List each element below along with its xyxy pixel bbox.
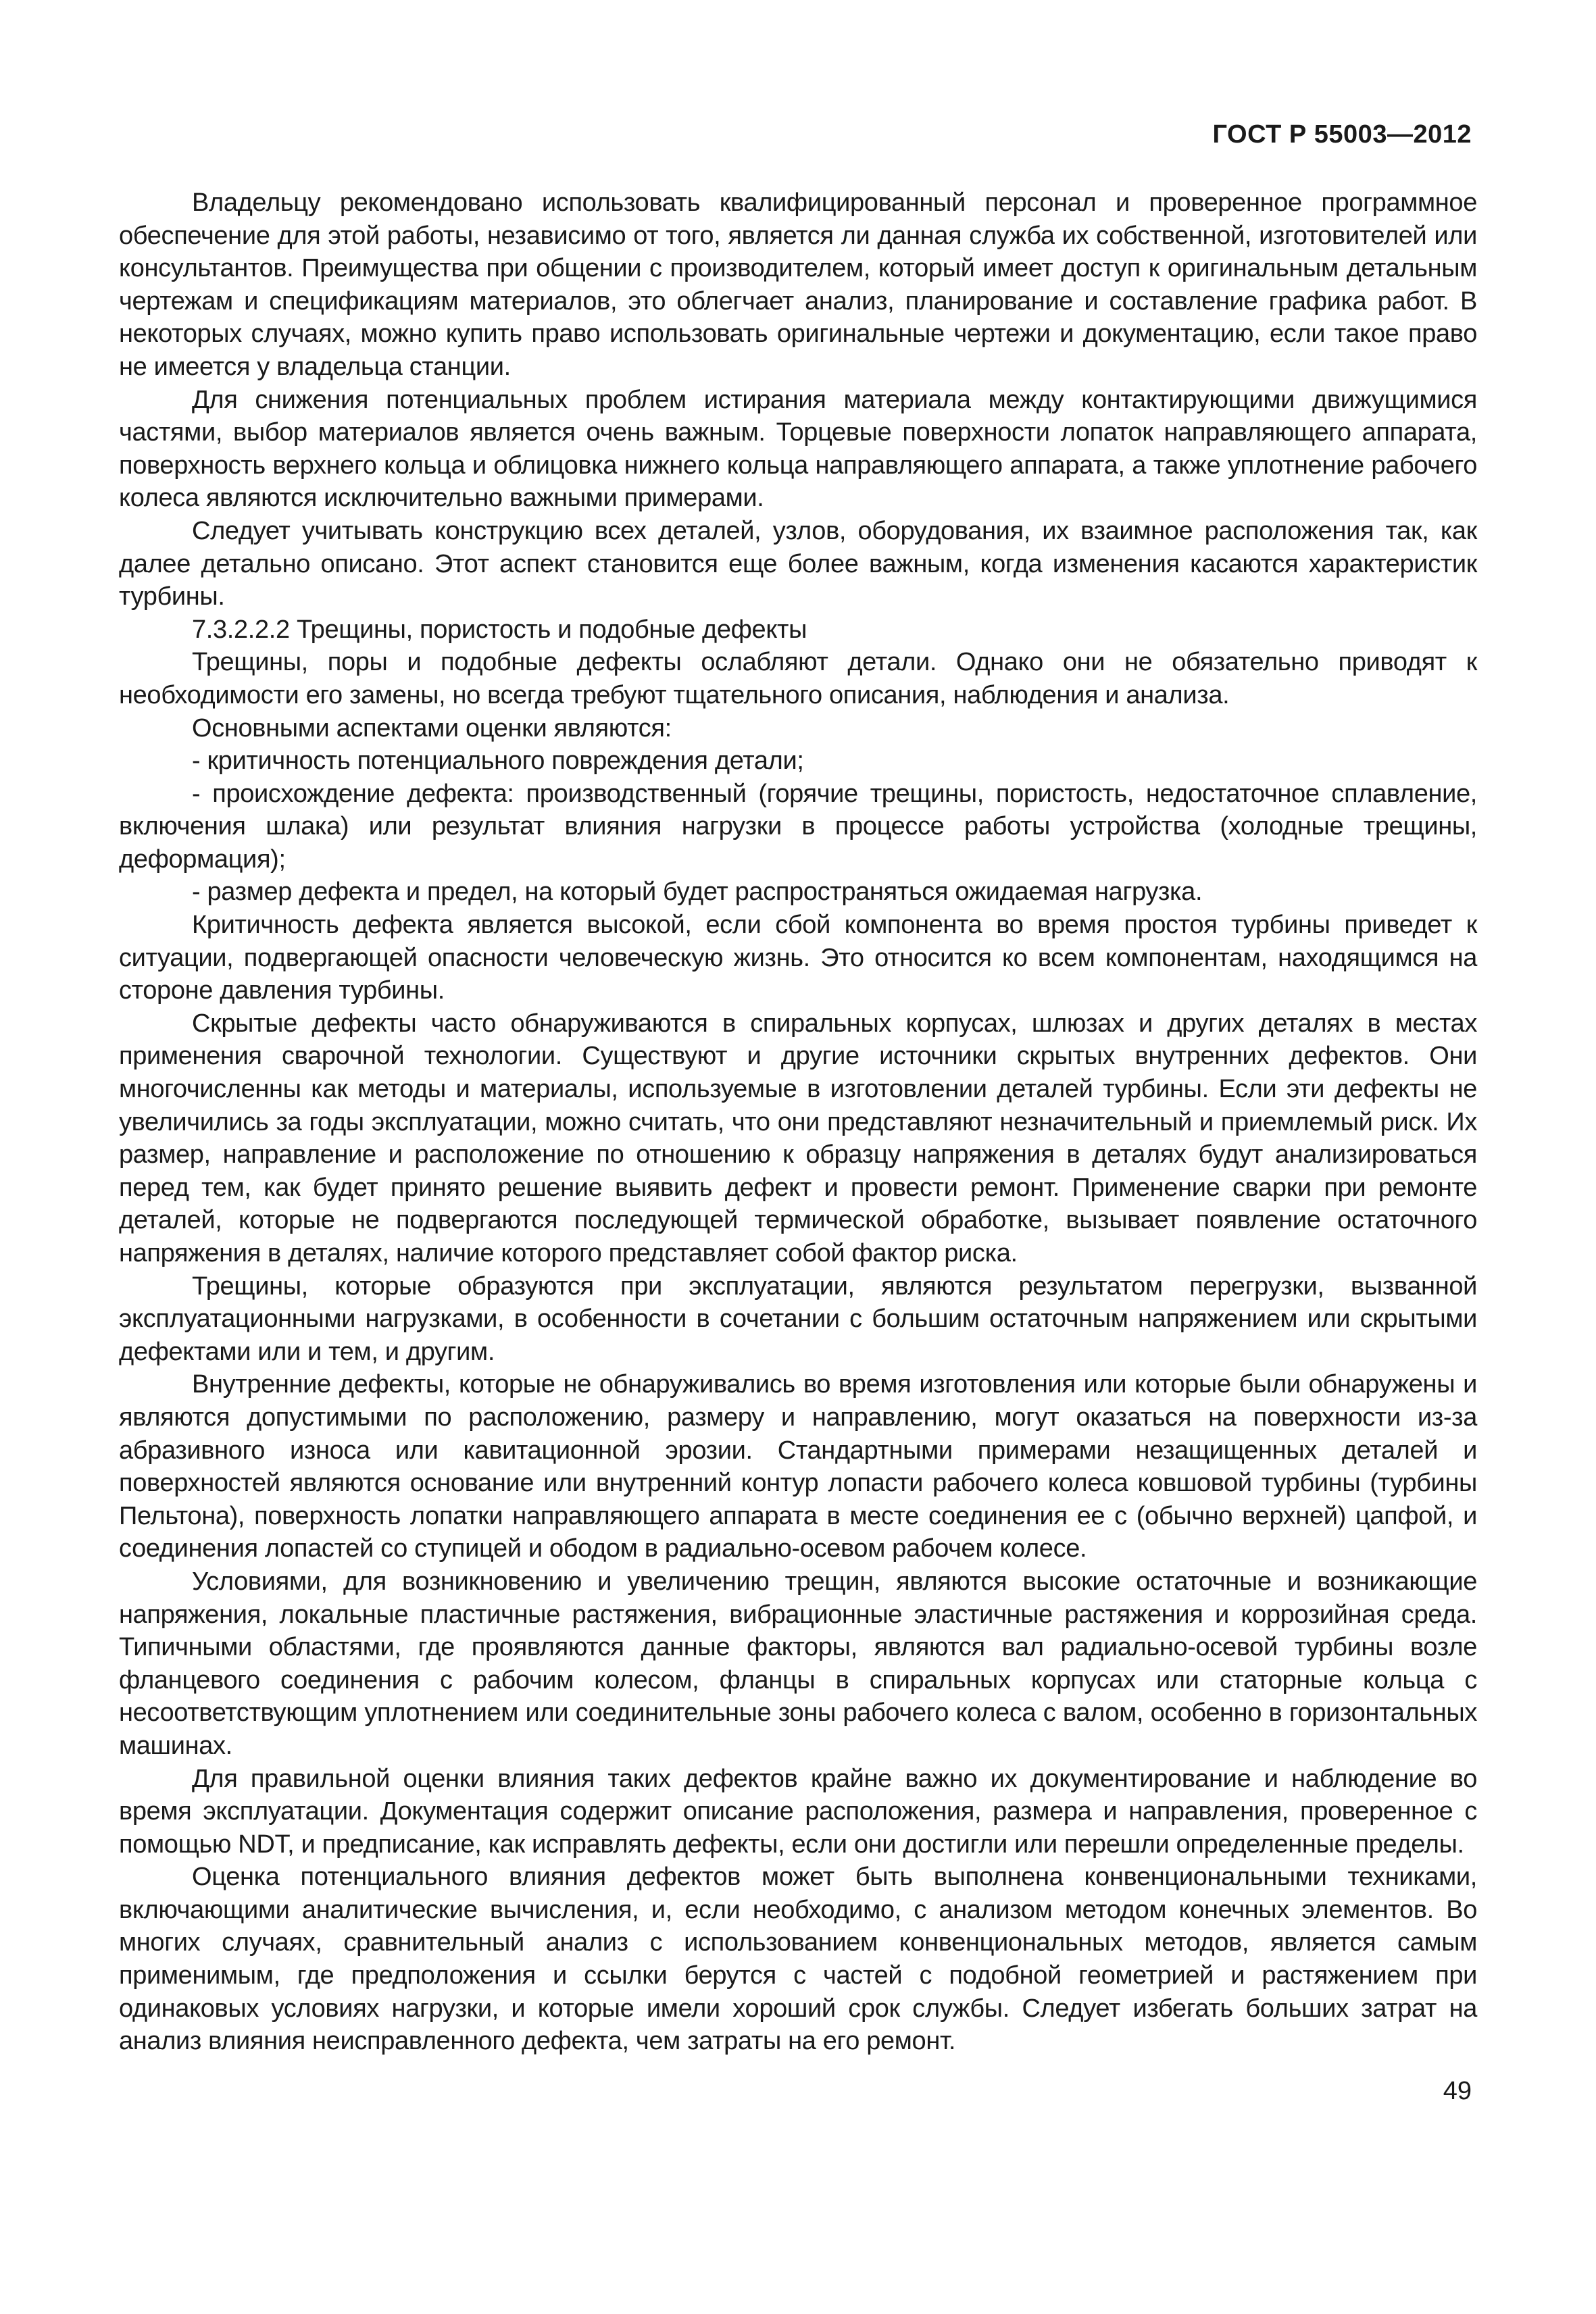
document-body [119,186,1477,2058]
paragraph: Следует учитывать конструкцию всех деталей, узлов, оборудования, их взаимное расположения так, как далее детально описано. Этот аспект становится еще более важным, когда изменения касаются характеристик турбины. [119,516,1477,611]
list-item: - критичность потенциального повреждения детали; [192,747,804,776]
paragraph: Трещины, которые образуются при эксплуатации, являются результатом перегрузки, вызванной эксплуатационными нагрузками, в особенности в сочетании с большим остаточным напряжением или скрытыми дефектами или и тем, и другим. [119,1272,1477,1366]
paragraph: Внутренние дефекты, которые не обнаруживались во время изготовления или которые были обнаружены и являются допустимыми по расположению, размеру и направлению, могут оказаться на поверхности из-за абразивного износа или кавитационной эрозии. Стандартными примерами незащищенных деталей и поверхностей являются основание или внутренний контур лопасти рабочего колеса ковшовой турбины (турбины Пельтона), поверхность лопатки направляющего аппарата в месте соединения ее с (обычно верхней) цапфой, и соединения лопастей со ступицей и ободом в радиально-осевом рабочем колесе. [119,1370,1477,1563]
paragraph: Оценка потенциального влияния дефектов может быть выполнена конвенциональными техниками, включающими аналитические вычисления, и, если необходимо, с анализом методом конечных элементов. Во многих случаях, сравнительный анализ с использованием конвенциональных методов, является самым применимым, где предположения и ссылки берутся с частей с подобной геометрией и растяжением при одинаковых условиях нагрузки, и которые имели хороший срок службы. Следует избегать больших затрат на анализ влияния неисправленного дефекта, чем затраты на его ремонт. [119,1863,1477,2056]
paragraph: Трещины, поры и подобные дефекты ослабляют детали. Однако они не обязательно приводят к необходимости его замены, но всегда требуют тщательного описания, наблюдения и анализа. [119,648,1477,709]
paragraph: Для правильной оценки влияния таких дефектов крайне важно их документирование и наблюдение во время эксплуатации. Документация содержит описание расположения, размера и направления, проверенное с помощью NDT, и предписание, как исправлять дефекты, если они достигли или перешли определенные пределы. [119,1764,1477,1859]
paragraph: Скрытые дефекты часто обнаруживаются в спиральных корпусах, шлюзах и других деталях в местах применения сварочной технологии. Существуют и другие источники скрытых внутренних дефектов. Они многочисленны как методы и материалы, используемые в изготовлении деталей турбины. Если эти дефекты не увеличились за годы эксплуатации, можно считать, что они представляют незначительный и приемлемый риск. Их размер, направление и расположение по отношению к образцу напряжения в деталях будут анализироваться перед тем, как будет принято решение выявить дефект и провести ремонт. Применение сварки при ремонте деталей, которые не подвергаются последующей термической обработке, вызывает появление остаточного напряжения в деталях, наличие которого представляет собой фактор риска. [119,1009,1477,1267]
paragraph: Для снижения потенциальных проблем истирания материала между контактирующими движущимися частями, выбор материалов является очень важным. Торцевые поверхности лопаток направляющего аппарата, поверхность верхнего кольца и облицовка нижнего кольца направляющего аппарата, а также уплотнение рабочего колеса являются исключительно важными примерами. [119,385,1477,513]
list-item: - происхождение дефекта: производственный (горячие трещины, пористость, недостаточное сплавление, включения шлака) или результат влияния нагрузки в процессе работы устройства (холодные трещины, деформация); [119,779,1477,874]
list-item: - размер дефекта и предел, на который будет распространяться ожидаемая нагрузка. [192,878,1203,907]
section-heading: 7.3.2.2.2 Трещины, пористость и подобные дефекты [192,615,807,644]
paragraph: Критичность дефекта является высокой, если сбой компонента во время простоя турбины приведет к ситуации, подвергающей опасности человеческую жизнь. Это относится ко всем компонентам, находящимся на стороне давления турбины. [119,911,1477,1005]
paragraph: Условиями, для возникновению и увеличению трещин, являются высокие остаточные и возникающие напряжения, локальные пластичные растяжения, вибрационные эластичные растяжения и коррозийная среда. Типичными областями, где проявляются данные факторы, являются вал радиально-осевой турбины возле фланцевого соединения с рабочим колесом, фланцы в спиральных корпусах или статорные кольца с несоответствующим уплотнением или соединительные зоны рабочего колеса с валом, особенно в горизонтальных машинах. [119,1567,1477,1760]
paragraph: Владельцу рекомендовано использовать квалифицированный персонал и проверенное программное обеспечение для этой работы, независимо от того, является ли данная служба их собственной, изготовителей или консультантов. Преимущества при общении с производителем, который имеет доступ к оригинальным детальным чертежам и спецификациям материалов, это облегчает анализ, планирование и составление графика работ. В некоторых случаях, можно купить право использовать оригинальные чертежи и документацию, если такое право не имеется у владельца станции. [119,188,1477,381]
page-number: 49 [1443,2077,1472,2105]
document-header: ГОСТ Р 55003—2012 [1212,120,1472,149]
paragraph: Основными аспектами оценки являются: [192,713,672,743]
